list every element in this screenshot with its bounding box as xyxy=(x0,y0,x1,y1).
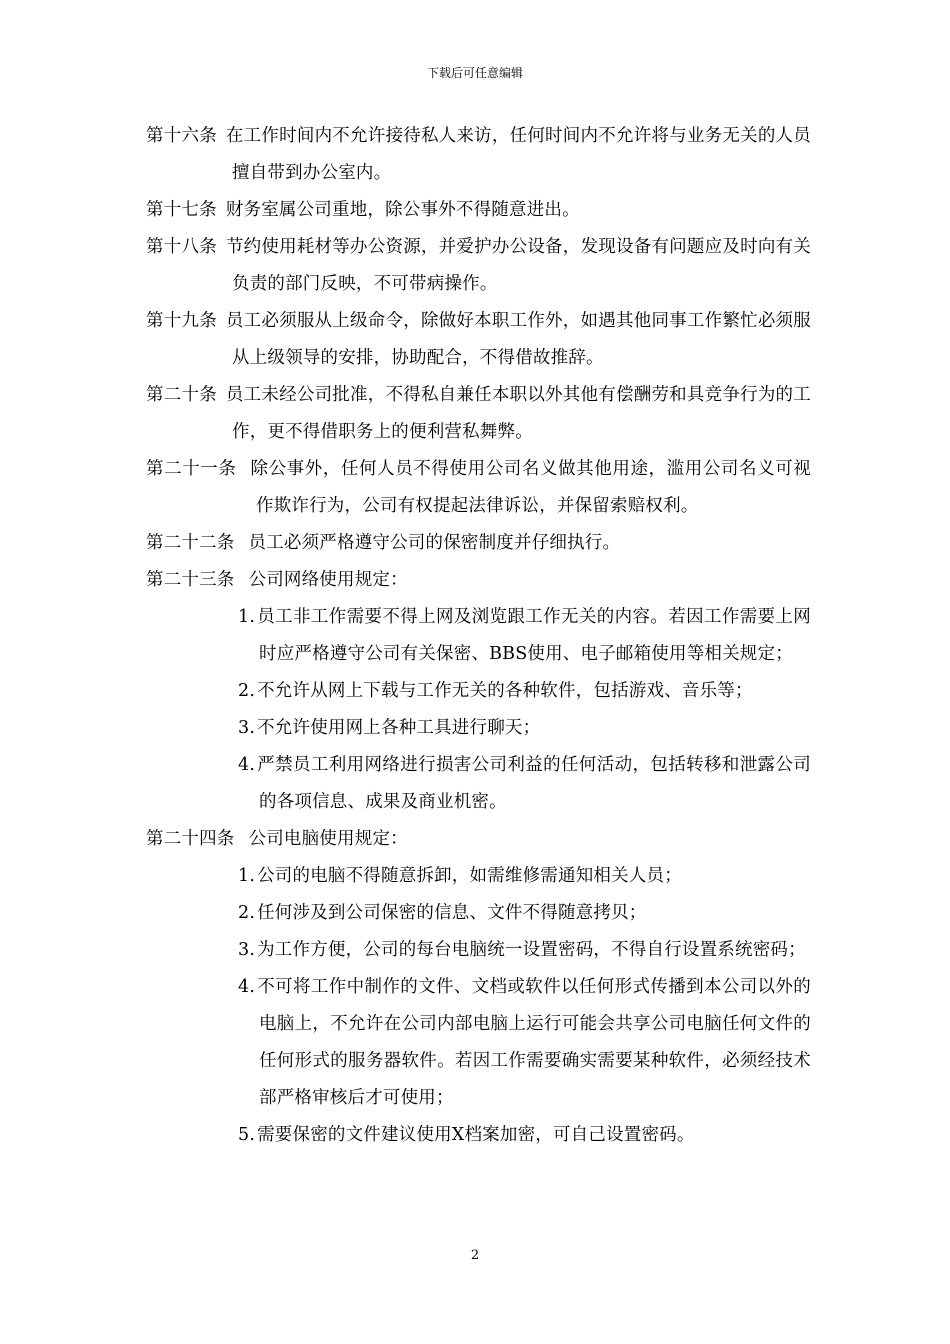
article-text: 节约使用耗材等办公资源，并爱护办公设备，发现设备有问题应及时向有关负责的部门反映，不可带病操作。 xyxy=(225,237,811,294)
list-item-text: 严禁员工利用网络进行损害公司利益的任何活动，包括转移和泄露公司的各项信息、成果及商业机密。 xyxy=(257,755,811,812)
article-23 xyxy=(146,562,811,599)
document-body xyxy=(146,118,811,1154)
article-text: 公司网络使用规定： xyxy=(248,570,408,590)
article-22 xyxy=(146,525,811,562)
article-text: 除公事外，任何人员不得使用公司名义做其他用途，滥用公司名义可视作欺诈行为，公司有权提起法律诉讼，并保留索赔权利。 xyxy=(250,459,812,516)
list-item-number: 5. xyxy=(238,1125,256,1145)
article-19 xyxy=(146,303,811,377)
list-item xyxy=(226,710,811,747)
article-label: 第十六条 xyxy=(146,126,217,146)
list-item-number: 2. xyxy=(238,903,256,923)
list-item xyxy=(226,932,811,969)
article-17 xyxy=(146,192,811,229)
list-item-text: 需要保密的文件建议使用X档案加密，可自己设置密码。 xyxy=(257,1125,695,1145)
article-label: 第十九条 xyxy=(146,311,217,331)
list-item xyxy=(226,1117,811,1154)
list-item-number: 1. xyxy=(238,866,256,886)
article-label: 第二十二条 xyxy=(146,533,235,553)
article-label: 第十七条 xyxy=(146,200,217,220)
article-16 xyxy=(146,118,811,192)
list-item-number: 4. xyxy=(238,755,256,775)
list-item-text: 公司的电脑不得随意拆卸，如需维修需通知相关人员； xyxy=(257,866,682,886)
article-20 xyxy=(146,377,811,451)
article-text: 公司电脑使用规定： xyxy=(248,829,408,849)
page-number: 2 xyxy=(470,1248,480,1263)
article-text: 在工作时间内不允许接待私人来访，任何时间内不允许将与业务无关的人员擅自带到办公室内。 xyxy=(225,126,811,183)
article-24 xyxy=(146,821,811,858)
article-text: 员工必须服从上级命令，除做好本职工作外，如遇其他同事工作繁忙必须服从上级领导的安排，协助配合，不得借故推辞。 xyxy=(225,311,811,368)
list-item-number: 3. xyxy=(238,718,256,738)
list-item-text: 不允许从网上下载与工作无关的各种软件，包括游戏、音乐等； xyxy=(257,681,753,701)
list-item-number: 2. xyxy=(238,681,256,701)
article-21 xyxy=(146,451,811,525)
list-item-text: 为工作方便，公司的每台电脑统一设置密码，不得自行设置系统密码； xyxy=(257,940,806,960)
list-item xyxy=(226,895,811,932)
article-label: 第十八条 xyxy=(146,237,217,257)
article-label: 第二十一条 xyxy=(146,459,237,479)
list-item-number: 3. xyxy=(238,940,256,960)
list-item-text: 不允许使用网上各种工具进行聊天； xyxy=(257,718,541,738)
article-text: 财务室属公司重地，除公事外不得随意进出。 xyxy=(225,200,580,220)
list-item xyxy=(226,858,811,895)
article-label: 第二十三条 xyxy=(146,570,235,590)
list-item-number: 4. xyxy=(238,977,256,997)
article-text: 员工必须严格遵守公司的保密制度并仔细执行。 xyxy=(248,533,621,553)
list-item-text: 任何涉及到公司保密的信息、文件不得随意拷贝； xyxy=(257,903,647,923)
list-item xyxy=(226,599,811,673)
list-item xyxy=(226,747,811,821)
list-item xyxy=(226,673,811,710)
list-item-text: 不可将工作中制作的文件、文档或软件以任何形式传播到本公司以外的电脑上，不允许在公司内部电脑上运行可能会共享公司电脑任何文件的任何形式的服务器软件。若因工作需要确实需要某种软件，必须经技术部严格审核后才可使用； xyxy=(257,977,811,1108)
article-label: 第二十四条 xyxy=(146,829,235,849)
list-item-text: 员工非工作需要不得上网及浏览跟工作无关的内容。若因工作需要上网时应严格遵守公司有关保密、BBS使用、电子邮箱使用等相关规定； xyxy=(257,607,811,664)
article-18 xyxy=(146,229,811,303)
article-text: 员工未经公司批准，不得私自兼任本职以外其他有偿酬劳和具竞争行为的工作，更不得借职务上的便利营私舞弊。 xyxy=(225,385,811,442)
article-label: 第二十条 xyxy=(146,385,217,405)
list-item xyxy=(226,969,811,1117)
page-header: 下载后可任意编辑 xyxy=(426,66,523,80)
list-item-number: 1. xyxy=(238,607,256,627)
